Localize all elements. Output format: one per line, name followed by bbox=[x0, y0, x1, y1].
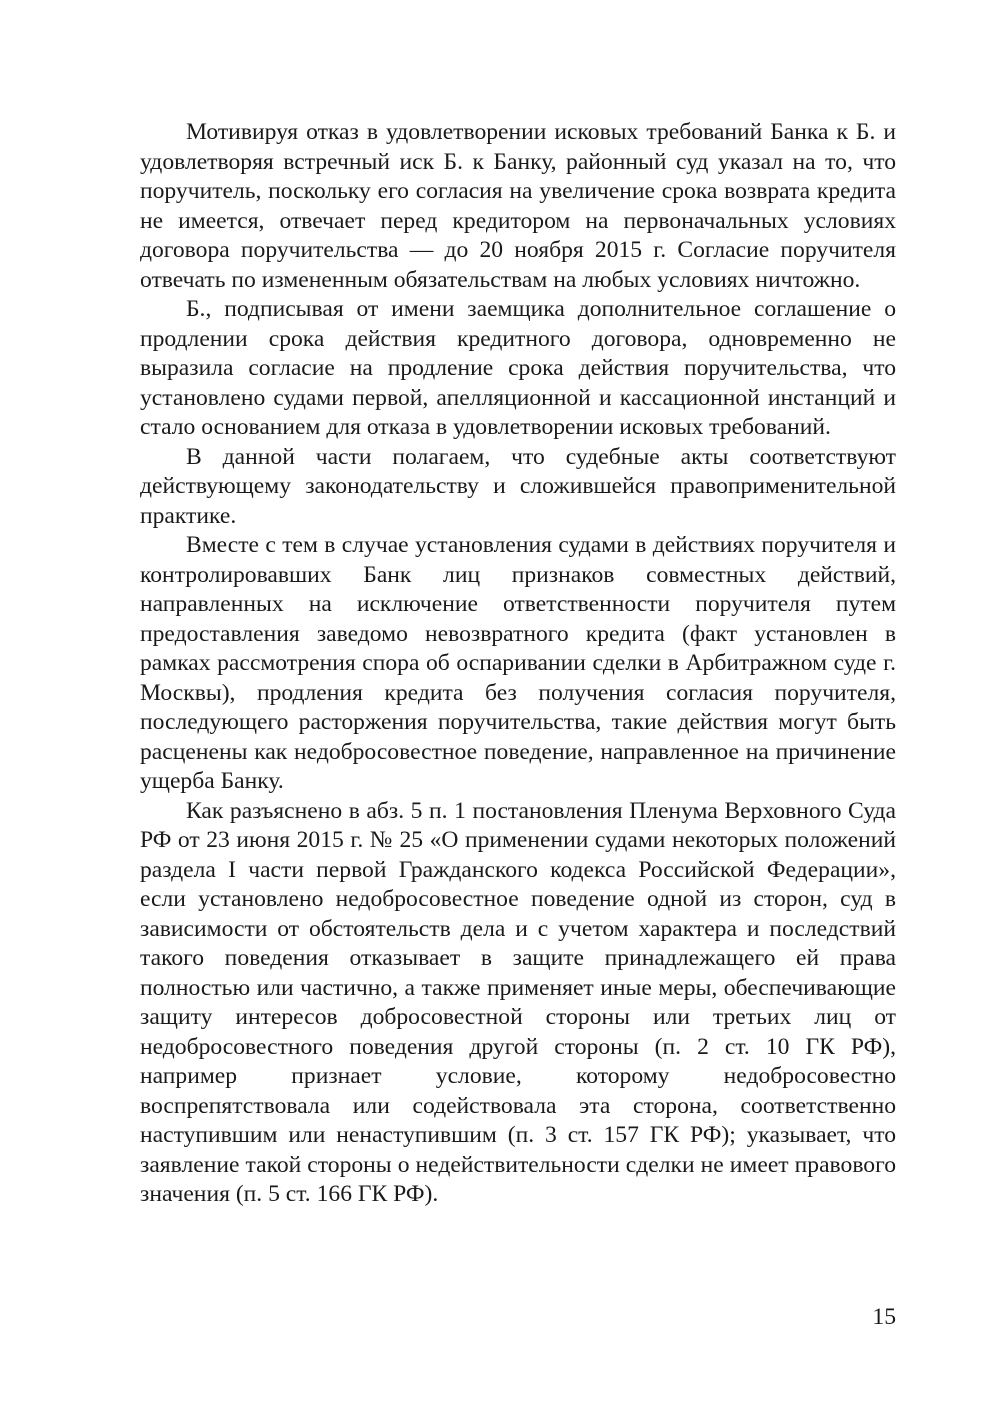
paragraph-4: Вместе с тем в случае установления судами в действиях поручителя и контролировавших Банк лиц признаков совместных действий, направленных на исключение ответственности поручителя путем предоставления заведомо невозвратного кредита (факт установлен в рамках рассмотрения спора об оспаривании сделки в Арбитражном суде г. Москвы), продления кредита без получения согласия поручителя, последующего расторжения поручительства, такие действия могут быть расценены как недобросовестное поведение, направленное на причинение ущерба Банку. bbox=[140, 532, 896, 794]
paragraph-5: Как разъяснено в абз. 5 п. 1 постановления Пленума Верховного Суда РФ от 23 июня 2015 г. № 25 «О применении судами некоторых положений раздела I части первой Гражданского кодекса Российской Федерации», если установлено недобросовестное поведение одной из сторон, суд в зависимости от обстоятельств дела и с учетом характера и последствий такого поведения отказывает в защите принадлежащего ей права полностью или частично, а также применяет иные меры, обеспечивающие защиту интересов добросовестной стороны или третьих лиц от недобросовестного поведения другой стороны (п. 2 ст. 10 ГК РФ), например признает условие, которому недобросовестно воспрепятствовала или содействовала эта сторона, соответственно наступившим или ненаступившим (п. 3 ст. 157 ГК РФ); указывает, что заявление такой стороны о недействительности сделки не имеет правового значения (п. 5 ст. 166 ГК РФ). bbox=[140, 797, 896, 1207]
page-number: 15 bbox=[872, 1304, 896, 1330]
paragraph-3: В данной части полагаем, что судебные акты соответствуют действующему законодательству и сложившейся правоприменительной практике. bbox=[140, 443, 896, 529]
paragraph-1: Мотивируя отказ в удовлетворении исковых требований Банка к Б. и удовлетворяя встречный иск Б. к Банку, районный суд указал на то, что поручитель, поскольку его согласия на увеличение срока возврата кредита не имеется, отвечает перед кредитором на первоначальных условиях договора поручительства — до 20 ноября 2015 г. Согласие поручителя отвечать по измененным обязательствам на любых условиях ничтожно. bbox=[140, 119, 896, 293]
body-text bbox=[140, 118, 896, 1210]
paragraph-2: Б., подписывая от имени заемщика дополнительное соглашение о продлении срока действия кредитного договора, одновременно не выразила согласие на продление срока действия поручительства, что установлено судами первой, апелляционной и кассационной инстанций и стало основанием для отказа в удовлетворении исковых требований. bbox=[140, 296, 896, 440]
